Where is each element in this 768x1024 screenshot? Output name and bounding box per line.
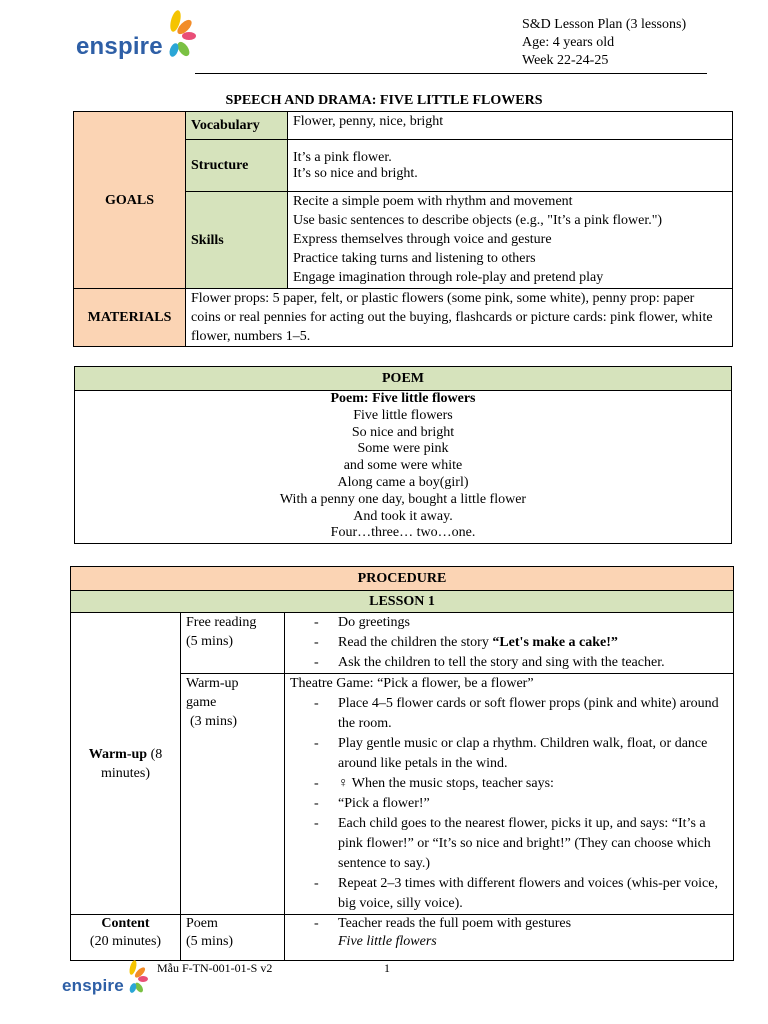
logo-text: enspire — [76, 33, 163, 60]
step-item: - Teacher reads the full poem with gestures — [290, 915, 728, 933]
lesson-plan-label: S&D Lesson Plan (3 lessons) — [522, 17, 687, 32]
week-label: Week 22-24-25 — [522, 53, 609, 68]
poem-line: Five little flowers — [353, 407, 453, 423]
poem-title: Poem: Five little flowers — [330, 391, 476, 406]
poem-header: POEM — [75, 367, 732, 391]
poem-activity-time: (5 mins) — [186, 934, 234, 949]
warmup-label: Warm-up — [88, 746, 148, 762]
enspire-logo — [76, 10, 199, 64]
step-item: - Play gentle music or clap a rhythm. Children walk, float, or dance around like petals in the wind. — [290, 734, 728, 774]
poem-line: Along came a boy(girl) — [337, 474, 469, 490]
poem-line: And took it away. — [353, 508, 453, 524]
skill-item: Engage imagination through role-play and pretend play — [293, 270, 604, 285]
step-item: - Place 4–5 flower cards or soft flower props (pink and white) around the room. — [290, 694, 728, 734]
poem-activity — [181, 915, 285, 961]
free-reading-name: Free reading — [186, 615, 257, 630]
poem-activity-name: Poem — [186, 916, 218, 931]
footer-logo-flower-icon — [122, 960, 150, 998]
skill-item: Express themselves through voice and gesture — [293, 232, 552, 247]
lesson-plan-info — [522, 16, 686, 70]
lesson-header: LESSON 1 — [71, 591, 734, 613]
warmup-game-time: (3 mins) — [190, 714, 238, 729]
warmup-game-steps — [285, 674, 734, 915]
step-item: - “Pick a flower!” — [290, 794, 728, 814]
form-code: Mẫu F-TN-001-01-S v2 — [157, 961, 273, 975]
free-reading-time: (5 mins) — [186, 634, 234, 649]
skill-item: Use basic sentences to describe objects (e.g., "It’s a pink flower.") — [293, 213, 663, 228]
poem-body — [75, 391, 732, 544]
poem-activity-title: Five little flowers — [338, 934, 437, 949]
story-title: “Let's make a cake!” — [492, 635, 618, 650]
poem-activity-steps — [285, 915, 734, 961]
age-label: Age: 4 years old — [522, 35, 615, 50]
page-number: 1 — [384, 961, 390, 975]
poem-line: and some were white — [343, 458, 463, 474]
step-item: - Repeat 2–3 times with different flowers and voices (whis-per voice, big voice, silly voice). — [290, 874, 728, 914]
step-item — [290, 633, 728, 653]
step-item: - Ask the children to tell the story and sing with the teacher. — [290, 653, 728, 673]
content-time: (20 minutes) — [89, 934, 162, 949]
step-item: - ♀ When the music stops, teacher says: — [290, 774, 728, 794]
materials-label: MATERIALS — [74, 289, 186, 347]
footer-logo-text: enspire — [62, 976, 124, 995]
structure-label: Structure — [186, 140, 288, 192]
vocabulary-value: Flower, penny, nice, bright — [288, 112, 733, 140]
poem-line: Some were pink — [357, 441, 449, 457]
skill-item: Practice taking turns and listening to others — [293, 251, 536, 266]
content-label: Content — [101, 916, 150, 931]
poem-line: With a penny one day, bought a little flower — [279, 491, 527, 507]
skill-item: Recite a simple poem with rhythm and movement — [293, 194, 573, 209]
poem-table — [74, 366, 732, 544]
procedure-table — [70, 566, 734, 961]
logo-flower-icon — [159, 10, 199, 64]
warmup-game-name: Warm-up — [186, 676, 239, 691]
story-prefix: Read the children the story — [338, 635, 493, 650]
footer-logo — [62, 960, 150, 998]
materials-value: Flower props: 5 paper, felt, or plastic flowers (some pink, some white), penny prop: paper coins or real pennies for acting out the buying, flashcards or picture cards: pink flower, white flower, numbers 1–5. — [186, 289, 733, 347]
vocabulary-label: Vocabulary — [186, 112, 288, 140]
structure-line: It’s so nice and bright. — [293, 165, 418, 181]
skills-value — [288, 192, 733, 289]
structure-value — [288, 140, 733, 192]
content-stage — [71, 915, 181, 961]
structure-line: It’s a pink flower. — [293, 149, 392, 165]
poem-line: Four…three… two…one. — [330, 525, 476, 541]
free-reading-steps — [285, 613, 734, 674]
step-item: - Each child goes to the nearest flower, picks it up, and says: “It’s a pink flower!” or “It’s so nice and bright!” (They can choose which sentence to say.) — [290, 814, 728, 874]
warmup-game-activity — [181, 674, 285, 915]
poem-line: So nice and bright — [351, 424, 455, 440]
header-divider — [195, 73, 707, 74]
goals-table — [73, 111, 733, 347]
document-title: SPEECH AND DRAMA: FIVE LITTLE FLOWERS — [225, 93, 543, 108]
warmup-game-name: game — [186, 695, 217, 710]
procedure-header: PROCEDURE — [71, 567, 734, 591]
free-reading-activity — [181, 613, 285, 674]
step-item: - Do greetings — [290, 613, 728, 633]
warmup-stage — [71, 613, 181, 915]
theatre-game-intro: Theatre Game: “Pick a flower, be a flower” — [290, 676, 534, 691]
warmup-time: (8 minutes) — [101, 746, 163, 781]
skills-label: Skills — [186, 192, 288, 289]
goals-label: GOALS — [74, 112, 186, 289]
